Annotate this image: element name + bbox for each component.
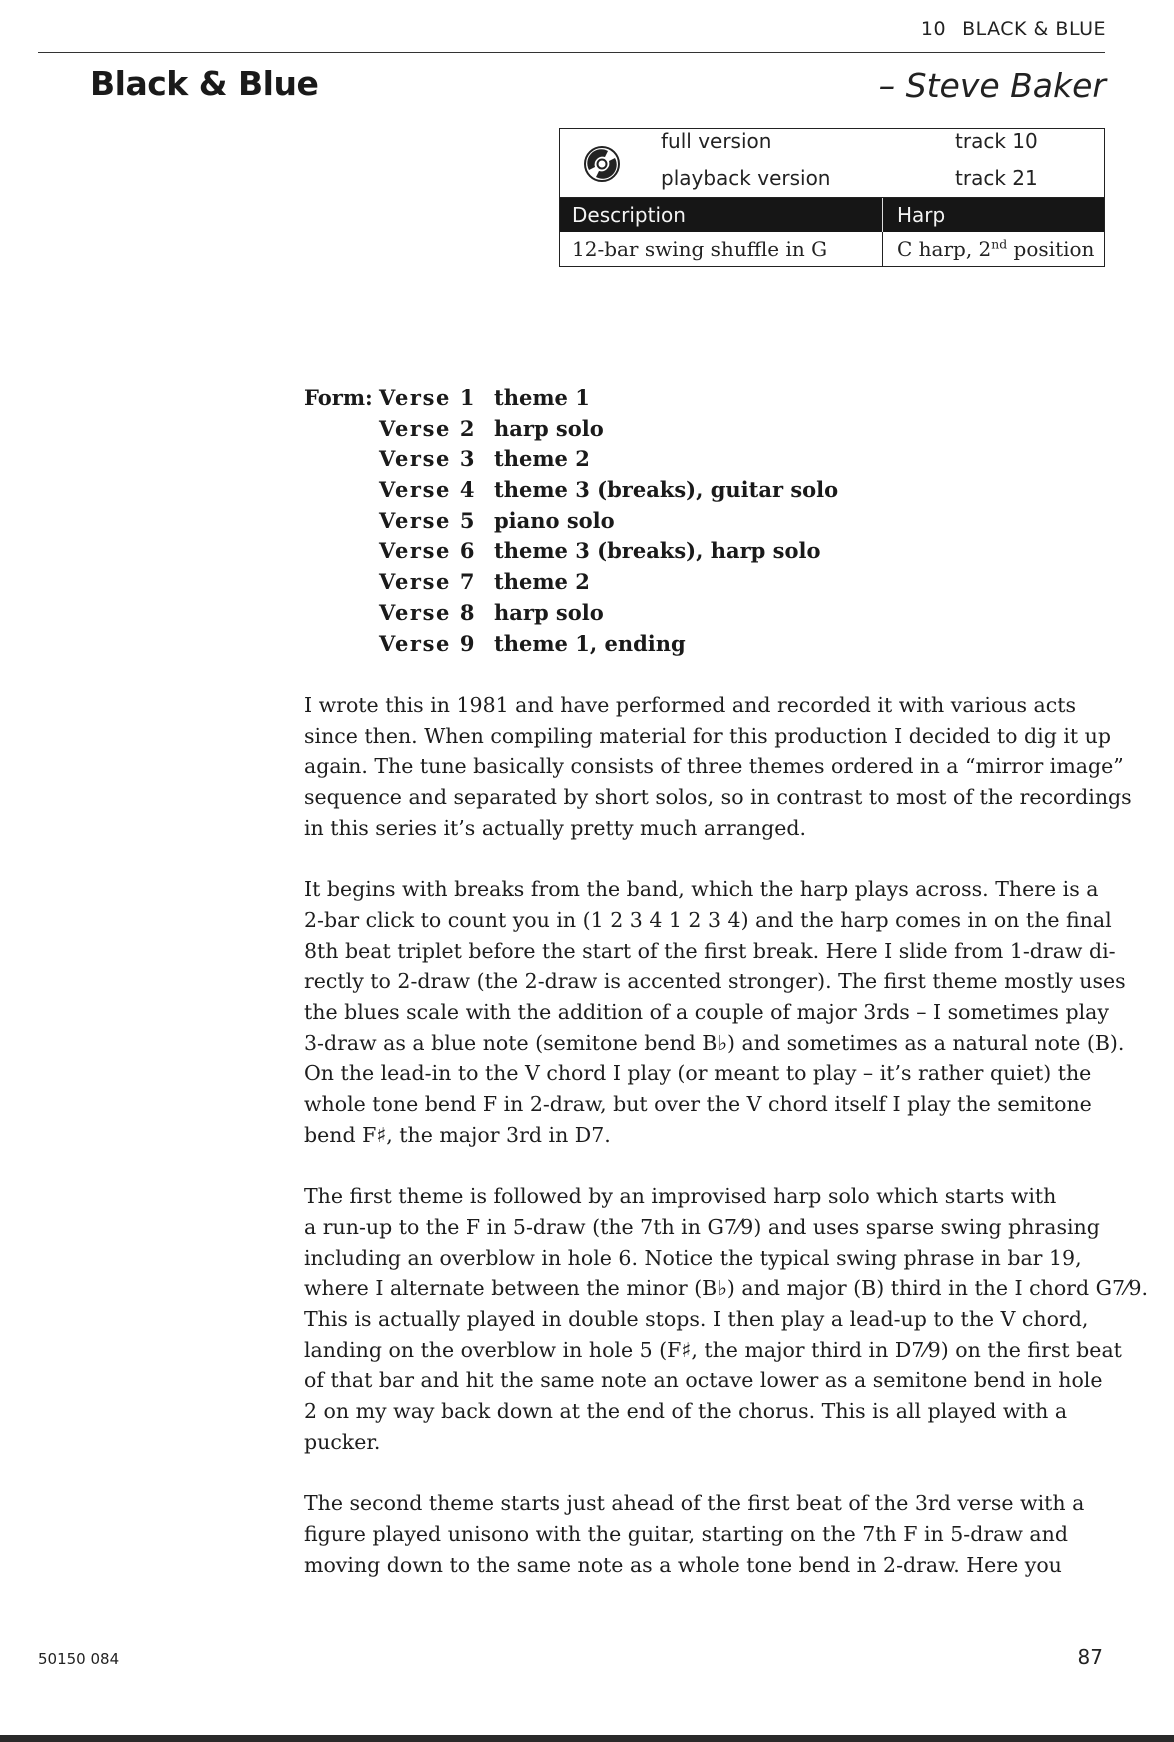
verse-content: piano solo (494, 507, 615, 533)
text-line: 2 on my way back down at the end of the chorus. This is all played with a (304, 1399, 1068, 1424)
verse-content: theme 1 (494, 385, 590, 410)
text-line: sequence and separated by short solos, so in contrast to most of the recordings (304, 785, 1132, 810)
verse-label: Verse 5 (379, 507, 477, 533)
verse-content: theme 2 (494, 446, 590, 472)
text-line: a run-up to the F in 5-draw (the 7th in G7⁄9) and uses sparse swing phrasing (304, 1214, 1100, 1239)
verse-label: Verse 1 (379, 385, 477, 410)
running-head-title: BLACK & BLUE (962, 18, 1106, 40)
paragraph (304, 1181, 1149, 1457)
text-line: This is actually played in double stops. I then play a lead-up to the V chord, (304, 1307, 1089, 1332)
description-value: 12-bar swing shuffle in G (560, 232, 883, 266)
verse-content: theme 3 (breaks), guitar solo (494, 477, 839, 503)
song-title: Black & Blue (90, 64, 319, 103)
harp-value-suffix: position (1007, 237, 1095, 261)
text-line: whole tone bend F in 2-draw, but over the V chord itself I play the semitone (304, 1092, 1092, 1117)
text-line: again. The tune basically consists of three themes ordered in a “mirror image” (304, 754, 1124, 779)
text-line: of that bar and hit the same note an octave lower as a semitone bend in hole (304, 1368, 1103, 1393)
song-author: – Steve Baker (878, 66, 1106, 105)
verse-content: theme 3 (breaks), harp solo (494, 538, 821, 564)
description-header: Description (560, 198, 883, 232)
text-line: in this series it’s actually pretty much arranged. (304, 815, 807, 840)
text-line: It begins with breaks from the band, which the harp plays across. There is a (304, 877, 1099, 902)
text-line: rectly to 2-draw (the 2-draw is accented stronger). The first theme mostly uses (304, 969, 1126, 994)
verse-label: Verse 7 (379, 569, 477, 595)
verse-label: Verse 6 (379, 538, 477, 564)
verse-content: theme 1, ending (494, 630, 686, 656)
text-line: where I alternate between the minor (B♭) and major (B) third in the I chord G7⁄9. (304, 1276, 1149, 1301)
text-line: including an overblow in hole 6. Notice the typical swing phrase in bar 19, (304, 1245, 1082, 1270)
paragraph (304, 874, 1126, 1150)
text-line: bend F♯, the major 3rd in D7. (304, 1122, 611, 1147)
verse-label: Verse 9 (379, 630, 477, 656)
verse-label: Verse 3 (379, 446, 477, 472)
info-header-row (560, 198, 1104, 232)
paragraph (304, 1488, 1116, 1580)
text-line: The first theme is followed by an improvised harp solo which starts with (304, 1184, 1057, 1209)
text-line: since then. When compiling material for this production I decided to dig it up (304, 723, 1111, 748)
harp-value (883, 232, 1104, 266)
verse-content: theme 2 (494, 569, 590, 595)
paragraph (304, 690, 1132, 844)
running-head-number: 10 (920, 18, 947, 40)
track-info-table (559, 128, 1105, 267)
text-line: I wrote this in 1981 and have performed and recorded it with various acts (304, 693, 1076, 717)
track-label: full version (661, 129, 772, 153)
page-number: 87 (1077, 1645, 1103, 1669)
harp-value-ordinal: nd (991, 236, 1008, 252)
body-text (304, 690, 1149, 1611)
harp-header: Harp (897, 203, 946, 227)
catalog-code: 50150 084 (38, 1650, 120, 1668)
text-line: On the lead-in to the V chord I play (or meant to play – it’s rather quiet) the (304, 1061, 1092, 1086)
text-line: pucker. (304, 1429, 381, 1454)
text-line: 2-bar click to count you in (1 2 3 4 1 2 3 4) and the harp comes in on the final (304, 907, 1112, 932)
track-list (560, 129, 1104, 198)
form-label: Form: (304, 385, 373, 410)
text-line: The second theme starts just ahead of the first beat of the 3rd verse with a (304, 1491, 1085, 1516)
verse-label: Verse 2 (379, 415, 477, 441)
header-rule (38, 52, 1105, 53)
info-body-row (560, 232, 1104, 266)
harp-value-text: C harp, 2 (897, 237, 992, 261)
track-label: playback version (661, 166, 831, 190)
text-line: moving down to the same note as a whole tone bend in 2-draw. Here you (304, 1552, 1062, 1577)
cd-icon (582, 144, 622, 184)
running-head (921, 18, 1106, 40)
text-line: landing on the overblow in hole 5 (F♯, the major third in D7⁄9) on the first beat (304, 1337, 1122, 1362)
verse-label: Verse 4 (379, 477, 477, 503)
verse-label: Verse 8 (379, 599, 477, 625)
scan-edge (0, 1735, 1174, 1742)
verse-content: harp solo (494, 599, 604, 625)
text-line: the blues scale with the addition of a couple of major 3rds – I sometimes play (304, 1000, 1109, 1025)
track-number: track 21 (955, 166, 1038, 190)
text-line: 3-draw as a blue note (semitone bend B♭) and sometimes as a natural note (B). (304, 1030, 1125, 1055)
text-line: 8th beat triplet before the start of the first break. Here I slide from 1-draw di- (304, 938, 1116, 963)
verse-content: harp solo (494, 415, 604, 441)
text-line: figure played unisono with the guitar, starting on the 7th F in 5-draw and (304, 1521, 1068, 1546)
track-number: track 10 (955, 129, 1038, 153)
